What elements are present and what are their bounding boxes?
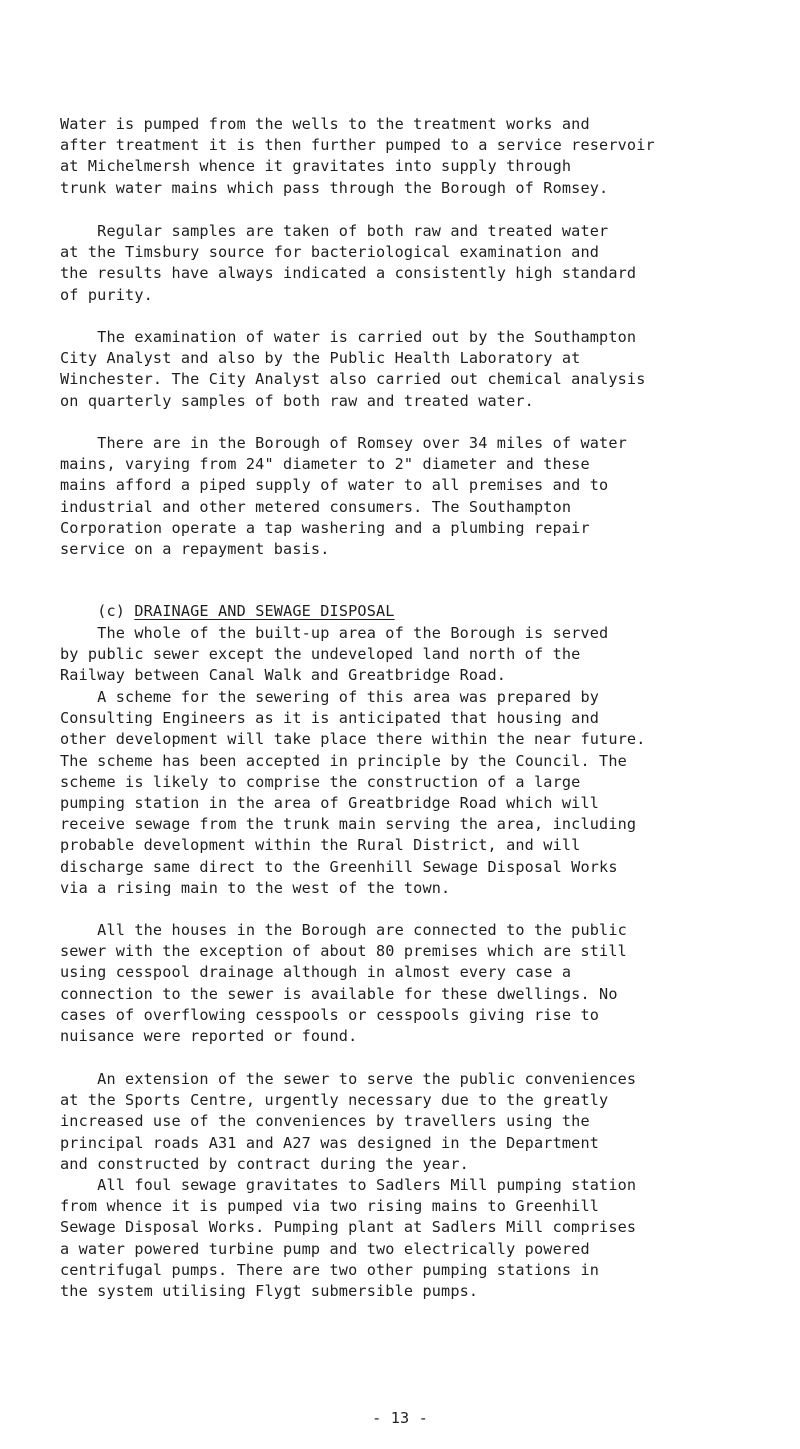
section-title: DRAINAGE AND SEWAGE DISPOSAL: [134, 602, 395, 621]
paragraph-foul-sewage: All foul sewage gravitates to Sadlers Mill pumping station from whence it is pumped via two rising mains to Greenhill Sewage Disposal Works. Pumping plant at Sadlers Mill comprises a water powered turbine pump and two electrically powered centrifugal pumps. There are two other pumping stations in the system utilising Flygt submersible pumps.: [60, 1176, 637, 1301]
paragraph-cesspool-drainage: All the houses in the Borough are connected to the public sewer with the exception of about 80 premises which are still using cesspool drainage although in almost every case a connection to the sewer is available for these dwellings. No cases of overflowing cesspools or cesspools giving rise to nuisance were reported or found.: [60, 921, 627, 1046]
paragraph-water-examination: The examination of water is carried out by the Southampton City Analyst and also by the Public Health Laboratory at Winchester. The City Analyst also carried out chemical analysis on quarterly samples of both raw and treated water.: [60, 328, 646, 410]
paragraph-sewer-extension: An extension of the sewer to serve the public conveniences at the Sports Centre, urgently necessary due to the greatly increased use of the conveniences by travellers using the principal roads A31 and A27 was designed in the Department and constructed by contract during the year.: [60, 1070, 637, 1173]
paragraph-sewering-scheme: A scheme for the sewering of this area was prepared by Consulting Engineers as it is anticipated that housing and other development will take place there within the near future. The scheme has been accepted in principle by the Council. The scheme is likely to comprise the construction of a large pumping station in the area of Greatbridge Road which will receive sewage from the trunk main serving the area, including probable development within the Rural District, and will discharge same direct to the Greenhill Sewage Disposal Works via a rising main to the west of the town.: [60, 688, 646, 897]
page-number: - 13 -: [372, 1409, 428, 1427]
paragraph-water-mains: There are in the Borough of Romsey over 34 miles of water mains, varying from 24" diameter to 2" diameter and these mains afford a piped supply of water to all premises and to industrial and other metered consumers. The Southampton Corporation operate a tap washering and a plumbing repair service on a repayment basis.: [60, 434, 627, 559]
paragraph-sewer-coverage: The whole of the built-up area of the Borough is served by public sewer except the undeveloped land north of the Railway between Canal Walk and Greatbridge Road.: [60, 624, 609, 685]
section-marker: (c): [97, 602, 126, 621]
paragraph-water-sampling: Regular samples are taken of both raw and treated water at the Timsbury source for bacteriological examination and the results have always indicated a consistently high standard of purity.: [60, 222, 637, 304]
paragraph-water-pumping: Water is pumped from the wells to the treatment works and after treatment it is then further pumped to a service reservoir at Michelmersh whence it gravitates into supply through trunk water mains which pass through the Borough of Romsey.: [60, 115, 655, 197]
